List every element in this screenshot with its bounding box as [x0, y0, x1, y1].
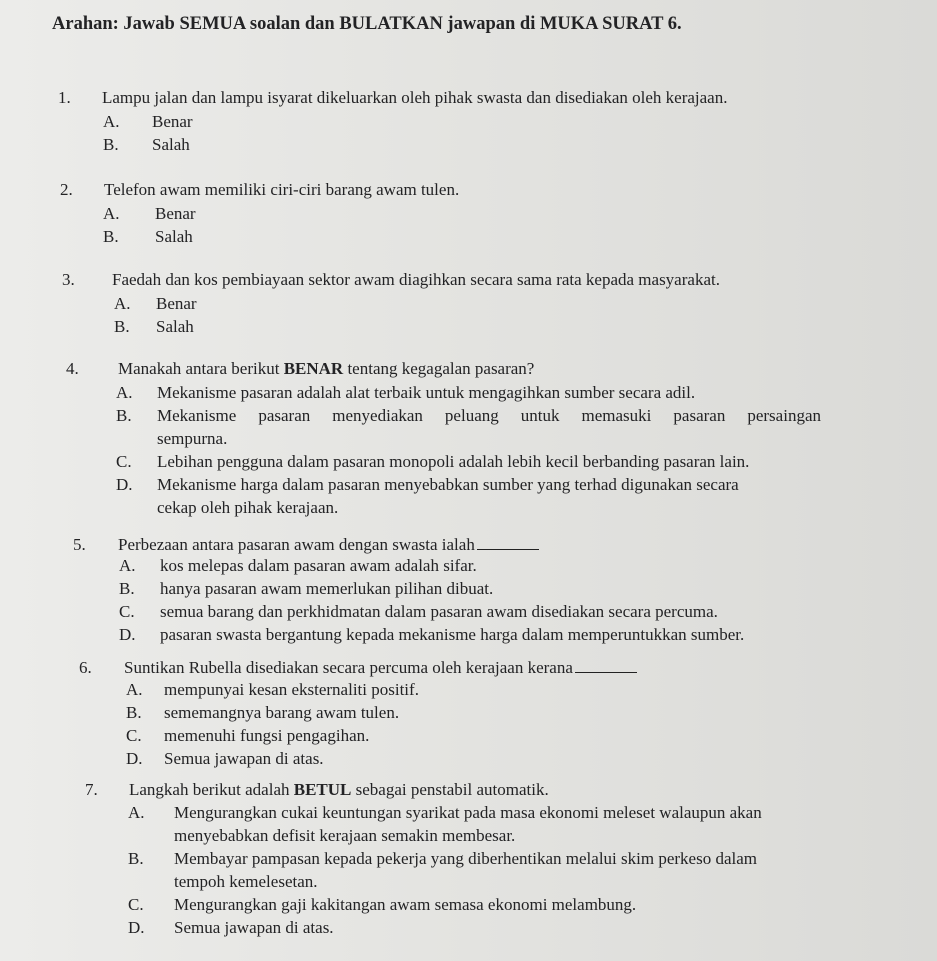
- option-a[interactable]: [128, 801, 762, 847]
- option-text-line-2: menyebabkan defisit kerajaan semakin membesar.: [174, 826, 516, 845]
- question-1: [58, 86, 727, 156]
- option-c[interactable]: [119, 600, 744, 623]
- emphasis-word: BENAR: [283, 359, 344, 378]
- option-text: Salah: [152, 135, 190, 154]
- option-letter: C.: [126, 726, 142, 745]
- question-number: 3.: [62, 270, 75, 289]
- option-a[interactable]: [119, 554, 744, 577]
- option-b[interactable]: [114, 315, 720, 338]
- option-b[interactable]: [128, 847, 762, 893]
- question-5: [73, 533, 744, 646]
- option-letter: A.: [103, 204, 120, 223]
- option-letter: B.: [114, 317, 130, 336]
- option-a[interactable]: [103, 202, 459, 225]
- option-a[interactable]: [114, 292, 720, 315]
- question-2: [60, 178, 459, 248]
- option-letter: B.: [103, 227, 119, 246]
- option-text-line-1: Mekanisme pasaran menyediakan peluang untuk memasuki pasaran persaingan: [157, 406, 821, 425]
- question-number: 5.: [73, 535, 86, 554]
- option-text: sememangnya barang awam tulen.: [164, 703, 400, 722]
- question-stem: Perbezaan antara pasaran awam dengan swasta ialah: [118, 535, 475, 554]
- option-d[interactable]: [116, 473, 821, 519]
- option-text: pasaran swasta bergantung kepada mekanisme harga dalam memperuntukkan sumber.: [160, 625, 745, 644]
- question-stem: Telefon awam memiliki ciri-ciri barang awam tulen.: [104, 180, 460, 199]
- option-text: kos melepas dalam pasaran awam adalah sifar.: [160, 556, 477, 575]
- option-letter: A.: [103, 112, 120, 131]
- question-6: [79, 656, 637, 770]
- option-b[interactable]: [103, 225, 459, 248]
- option-b[interactable]: [126, 701, 637, 724]
- option-letter: A.: [128, 803, 145, 822]
- option-text-line-1: Membayar pampasan kepada pekerja yang diberhentikan melalui skim perkeso dalam: [174, 849, 757, 868]
- option-letter: D.: [128, 918, 145, 937]
- option-text: Mengurangkan gaji kakitangan awam semasa ekonomi melambung.: [174, 895, 637, 914]
- option-text-line-2: sempurna.: [157, 429, 228, 448]
- option-a[interactable]: [116, 381, 821, 404]
- option-b[interactable]: [103, 133, 727, 156]
- option-text: hanya pasaran awam memerlukan pilihan dibuat.: [160, 579, 494, 598]
- option-letter: B.: [128, 849, 144, 868]
- option-text: Lebihan pengguna dalam pasaran monopoli adalah lebih kecil berbanding pasaran lain.: [157, 452, 750, 471]
- option-text: Semua jawapan di atas.: [164, 749, 324, 768]
- option-text: semua barang dan perkhidmatan dalam pasaran awam disediakan secara percuma.: [160, 602, 718, 621]
- option-a[interactable]: [103, 110, 727, 133]
- option-text: Salah: [156, 317, 194, 336]
- question-3: [62, 268, 720, 338]
- option-letter: C.: [116, 452, 132, 471]
- question-stem: Lampu jalan dan lampu isyarat dikeluarkan oleh pihak swasta dan disediakan oleh kerajaan.: [102, 88, 728, 107]
- question-4: [66, 357, 821, 519]
- instruction-text: Arahan: Jawab SEMUA soalan dan BULATKAN jawapan di MUKA SURAT 6.: [52, 14, 682, 34]
- option-text-line-2: tempoh kemelesetan.: [174, 872, 318, 891]
- option-letter: A.: [114, 294, 131, 313]
- option-text: Benar: [152, 112, 193, 131]
- option-letter: B.: [103, 135, 119, 154]
- question-number: 1.: [58, 88, 71, 107]
- question-stem: Suntikan Rubella disediakan secara percuma oleh kerajaan kerana: [124, 658, 573, 677]
- emphasis-word: BETUL: [293, 780, 352, 799]
- option-c[interactable]: [116, 450, 821, 473]
- answer-blank: [477, 535, 539, 550]
- question-stem: Manakah antara berikut BENAR tentang kegagalan pasaran?: [118, 359, 535, 378]
- question-stem: Faedah dan kos pembiayaan sektor awam diagihkan secara sama rata kepada masyarakat.: [112, 270, 720, 289]
- option-b[interactable]: [119, 577, 744, 600]
- option-c[interactable]: [126, 724, 637, 747]
- option-letter: D.: [119, 625, 136, 644]
- option-text: Benar: [155, 204, 196, 223]
- option-letter: B.: [119, 579, 135, 598]
- question-number: 6.: [79, 658, 92, 677]
- option-text: Mekanisme pasaran adalah alat terbaik untuk mengagihkan sumber secara adil.: [157, 383, 696, 402]
- option-d[interactable]: [119, 623, 744, 646]
- option-text: Salah: [155, 227, 193, 246]
- option-a[interactable]: [126, 678, 637, 701]
- option-letter: C.: [128, 895, 144, 914]
- option-text: Benar: [156, 294, 197, 313]
- question-stem: Langkah berikut adalah BETUL sebagai penstabil automatik.: [129, 780, 549, 799]
- option-d[interactable]: [126, 747, 637, 770]
- option-letter: B.: [116, 406, 132, 425]
- option-letter: C.: [119, 602, 135, 621]
- answer-blank: [575, 658, 637, 673]
- question-number: 2.: [60, 180, 73, 199]
- option-c[interactable]: [128, 893, 762, 916]
- option-text: mempunyai kesan eksternaliti positif.: [164, 680, 419, 699]
- option-text-line-1: Mekanisme harga dalam pasaran menyebabkan sumber yang terhad digunakan secara: [157, 475, 739, 494]
- question-number: 4.: [66, 359, 79, 378]
- option-d[interactable]: [128, 916, 762, 939]
- option-text: Semua jawapan di atas.: [174, 918, 334, 937]
- option-b[interactable]: [116, 404, 821, 450]
- question-number: 7.: [85, 780, 98, 799]
- option-text: memenuhi fungsi pengagihan.: [164, 726, 370, 745]
- option-letter: D.: [116, 475, 133, 494]
- option-text-line-2: cekap oleh pihak kerajaan.: [157, 498, 339, 517]
- question-7: [85, 778, 762, 939]
- option-letter: B.: [126, 703, 142, 722]
- option-letter: A.: [126, 680, 143, 699]
- option-letter: D.: [126, 749, 143, 768]
- option-letter: A.: [119, 556, 136, 575]
- option-letter: A.: [116, 383, 133, 402]
- instruction-line: [52, 14, 682, 35]
- option-text-line-1: Mengurangkan cukai keuntungan syarikat pada masa ekonomi meleset walaupun akan: [174, 803, 762, 822]
